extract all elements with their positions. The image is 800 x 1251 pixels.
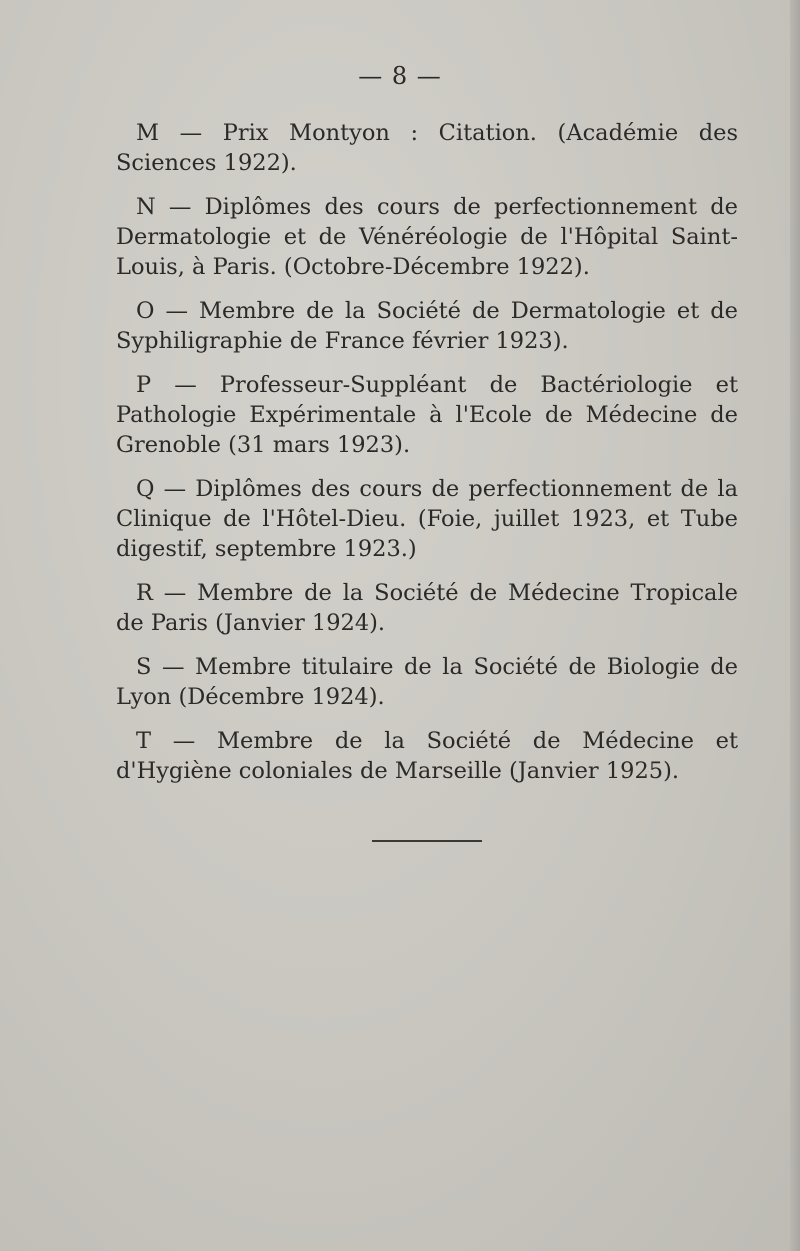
entry-o: O — Membre de la Société de Dermatologie et de Syphiligraphie de France février 1923). [116,298,738,354]
entry-n: N — Diplômes des cours de perfectionnement de Dermatologie et de Vénéréologie de l'Hôpital Saint-Louis, à Paris. (Octobre-Décembre 1922). [116,194,738,280]
entries-list [116,118,738,800]
entry-r: R — Membre de la Société de Médecine Tropicale de Paris (Janvier 1924). [116,580,738,636]
page-number: — 8 — [358,62,442,90]
entry-t: T — Membre de la Société de Médecine et d'Hygiène coloniales de Marseille (Janvier 1925). [116,728,738,784]
entry-q: Q — Diplômes des cours de perfectionnement de la Clinique de l'Hôtel-Dieu. (Foie, juillet 1923, et Tube digestif, septembre 1923.) [116,476,738,562]
entry-s: S — Membre titulaire de la Société de Biologie de Lyon (Décembre 1924). [116,654,738,710]
page-edge [790,0,800,1251]
entry-p: P — Professeur-Suppléant de Bactériologie et Pathologie Expérimentale à l'Ecole de Médecine de Grenoble (31 mars 1923). [116,372,738,458]
separator-rule [372,840,482,842]
entry-m: M — Prix Montyon : Citation. (Académie des Sciences 1922). [116,120,738,176]
